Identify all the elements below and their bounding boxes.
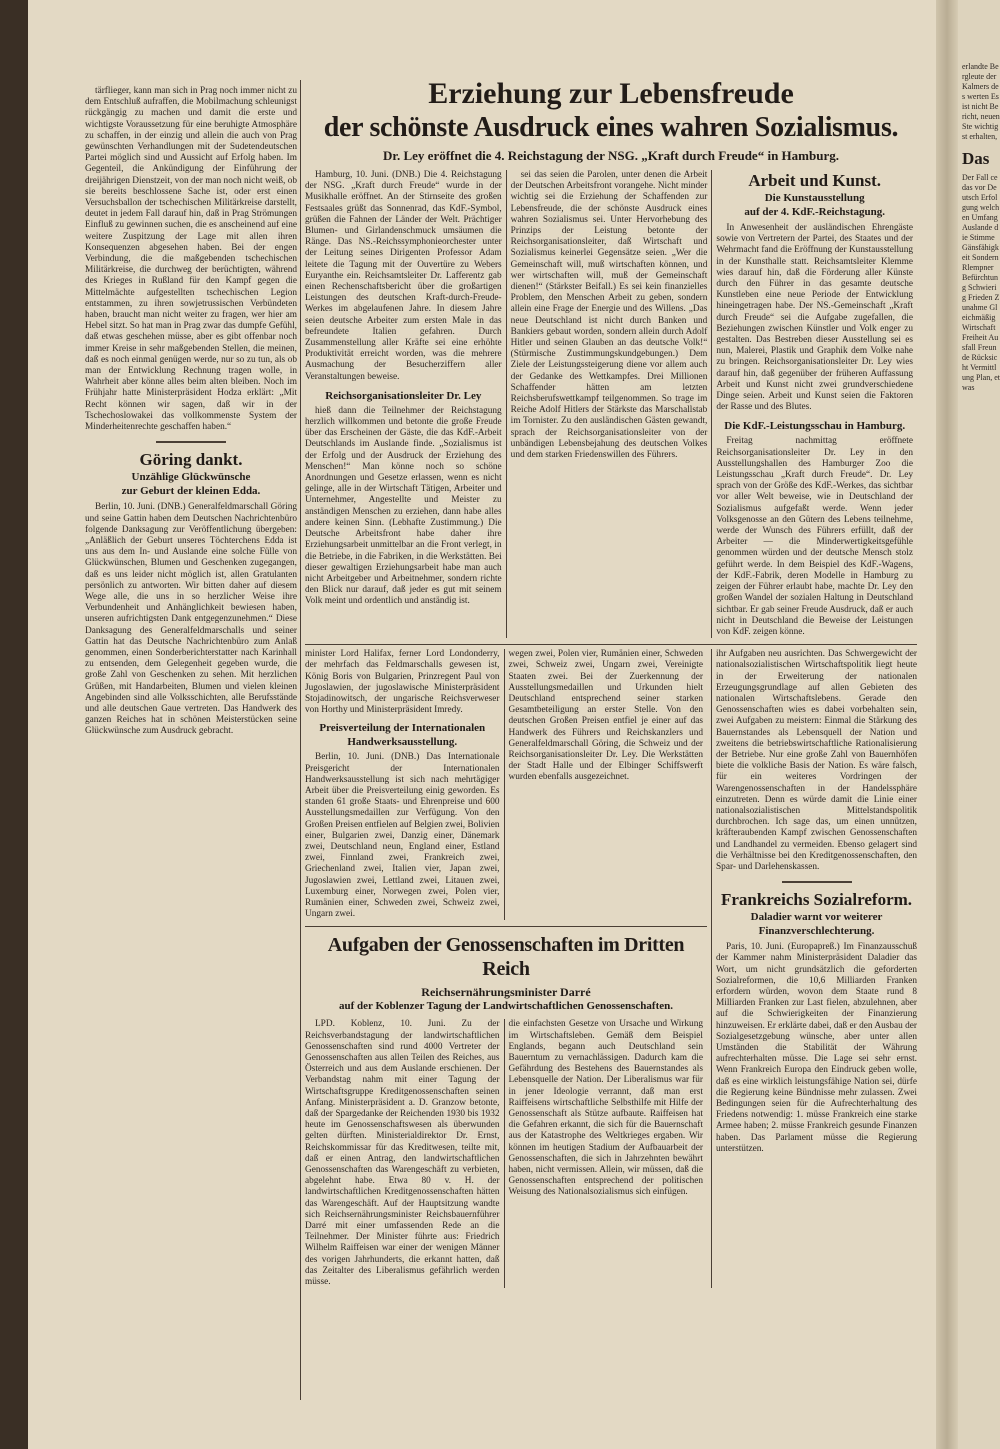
genossenschaft-article-continued: [716, 649, 917, 873]
article-text: ihr Aufgaben neu ausrichten. Das Schwergewicht der nationalsozialistischen Wirtschaftspolitik liegt heute in der Erweiterung der nationalen Erzeugungsgrundlage auf allen Gebieten des nationalen Wirtschaftslebens. Gerade den Genossenschaften wies es dabei vorbehalten sein, zwei Aufgaben zu meistern: Einmal die Stärkung des Bauernstandes als Lebensquell der Nation und zweitens die betriebswirtschaftliche Rationalisierung der Betriebe. Nur eine große Zahl von Bauernhöfen biete die volkliche Basis der Nation. Es wäre falsch, für ein weiteres Vordringen der Warengenossenschaften in der Handelssphäre einzutreten. Denn es würde damit die Linie einer nationalsozialistischen Mittelstandspolitik durchbrochen. Ich sage das, um einen unnützen, kräfteraubenden Kampf zwischen Genossenschaften und Landhandel zu vermeiden. Ebenso gelagert sind die Verhältnisse bei den Kreditgenossenschaften, den Spar- und Darlehenskassen.: [716, 649, 917, 872]
book-gutter: [936, 0, 958, 1449]
darre-article-left: [305, 1019, 500, 1288]
halifax-article: [305, 649, 500, 716]
darre-column-right: [504, 1019, 708, 1288]
goering-subtitle: Unzählige Glückwünsche: [131, 471, 251, 484]
article-text: wegen zwei, Polen vier, Rumänien einer, Schweden zwei, Schweiz zwei, Ungarn zwei, Vereinigte Staaten zwei. Bei der Zuerkennung der Ausstellungsmedaillen und Urkunden hielt Deutschland entsprechend seiner starken Gesamtbeteiligung an erster Stelle. Von den deutschen Großen Preisen entfiel je einer auf das Handwerk des Führers und Reichskanzlers und Generalfeldmarschall Göring, die Schweiz und der Reichsorganisationsleiter Dr. Ley. Die Werkstätten der Stadt Halle und der Elbinger Schiffswerft wurden ebenfalls ausgezeichnet.: [508, 649, 703, 783]
column-rule: [300, 80, 301, 1400]
next-page-edge: [958, 0, 1000, 1449]
handwerk-heading: Preisverteilung der Internationalen: [319, 722, 486, 735]
column-2-lower: [305, 649, 504, 920]
column-3-upper: [506, 170, 712, 638]
darre-article-right: [509, 1019, 704, 1198]
darre-subtitle: auf der Koblenzer Tagung der Landwirtschaftlichen Genossenschaften.: [338, 1000, 673, 1013]
article-text: Berlin, 10. Juni. (DNB.) Das Internationale Preisgericht der Internationalen Handwerksausstellung ist sich nach mehrtägiger Arbeit über die Preisverteilung einig geworden. Es standen 61 große Staats- und Ehrenpreise und 600 Ausstellungsmedaillen zur Verfügung. Von den Großen Preisen entfielen auf Belgien zwei, Bolivien einer, Bulgarien zwei, Danzig einer, Dänemark zwei, Deutschland neun, England einer, Estland zwei, Finnland zwei, Frankreich zwei, Griechenland zwei, Italien vier, Japan zwei, Jugoslawien zwei, Lettland zwei, Litauen zwei, Luxemburg einer, Norwegen zwei, Polen vier, Rumänien einer, Schweden zwei, Schweiz zwei, Ungarn zwei.: [305, 752, 500, 920]
handwerk-heading: Handwerksausstellung.: [347, 736, 458, 749]
headline-subline: Dr. Ley eröffnet die 4. Reichstagung der NSG. „Kraft durch Freude“ in Hamburg.: [383, 148, 839, 163]
column-4-lower: [711, 649, 917, 1288]
darre-subtitle: Reichsernährungsminister Darré: [421, 985, 591, 1000]
article-text: sei das seien die Parolen, unter denen die Arbeit der Deutschen Arbeitsfront vorangehe. Nicht minder wichtig sei die Erziehung der Schaffenden zur Lebensfreude, die der schönste Ausdruck eines wahren Sozialismus sei. Unter Hervorhebung des Prinzips der Leistung betonte der Reichsorganisationsleiter, daß Wirtschaft und Sozialismus keinerlei Gegensätze seien. „Wer die Gemeinschaft will, muß wirtschaften können, und wer wirtschaften will, muß der Gemeinschaft dienen!“ (Stärkster Beifall.) Es sei kein finanzielles Problem, den Menschen Arbeit zu geben, sondern allein eine Frage der Energie und des Willens. „Das neue Deutschland ist nicht durch Banken und Bankiers gebaut worden, sondern allein durch Adolf Hitler und seinen Glauben an das deutsche Volk!“ (Stürmische Zustimmungskundgebungen.) Dem Ziele der Leistungssteigerung diene vor allem auch der Gedanke des Wettkampfes. Drei Millionen Schaffender hätten am letzten Reichsberufswettkampf teilgenommen. So trage im Reiche Adolf Hitlers der Stärkste das Marschallstab im Tornister. Zu den ausländischen Gästen gewandt, sprach der Reichsorganisationsleiter von der unbändigen Lebensbejahung des deutschen Volkes und dem starken Friedenswillen des Führers.: [510, 170, 708, 461]
handwerk-article: [305, 752, 500, 920]
goering-article: [85, 502, 297, 737]
kunst-subtitle: auf der 4. KdF.-Reichstagung.: [744, 206, 885, 218]
column-4-upper: [711, 170, 917, 638]
frankreich-subtitle: Daladier warnt vor weiterer Finanzverschlechterung.: [750, 911, 883, 938]
columns-2-4: [305, 76, 917, 1288]
ley-article-continued: [511, 170, 708, 461]
darre-row: [305, 1019, 707, 1288]
section-rule: [782, 881, 852, 883]
section-rule: [156, 441, 226, 443]
kdf-schau-article: [716, 436, 913, 638]
article-text: minister Lord Halifax, ferner Lord Londonderry, der mehrfach das Feldmarschalls gewesen ist, König Boris von Bulgarien, Prinzregent Paul von Jugoslawien, der jugoslawische Ministerpräsident Stojadinowitsch, der ungarische Reichsverweser von Horthy und Ministerpräsident Imredy.: [305, 649, 500, 716]
next-page-heading: Das: [962, 149, 990, 168]
goering-subtitle: zur Geburt der kleinen Edda.: [121, 485, 261, 498]
darre-headline: Aufgaben der Genossenschaften im Dritten Reich: [327, 934, 685, 981]
column-1: [85, 86, 297, 738]
upper-articles: [305, 170, 917, 645]
frankreich-article: [716, 942, 917, 1155]
ley-section-heading: Reichsorganisationsleiter Dr. Ley: [325, 389, 482, 402]
lower-articles: [305, 649, 917, 1288]
columns-2-3-lower: [305, 649, 711, 1288]
article-text: die einfachsten Gesetze von Ursache und Wirkung im Wirtschaftsleben. Gemäß dem Beispiel Englands, begann auch Deutschland sein Bauerntum zu vernachlässigen. Dadurch kam die Gefährdung des Bestehens des Bauernstandes als Lebensquelle der Nation. Der Liberalismus war für in jener Ideologie verrannt, daß man erst Raiffeisens wirtschaftliche Selbsthilfe mit Hilfe der Genossenschaft als Stütze aufbaute. Raiffeisen hat die Gefahren erkannt, die sich für die Bauernschaft aus der Katastrophe des Weltkrieges ergaben. Wir können im heutigen Stadium der Aufbauarbeit der Genossenschaften, die sich in Jahrzehnten bewährt haben, nicht vermissen. Allein, wir müssen, daß die Genossenschaften entsprechend der politischen Weisung des Nationalsozialismus sich einfügen.: [508, 1019, 703, 1198]
goering-headline: Göring dankt.: [139, 450, 243, 470]
darre-header: [305, 926, 707, 1019]
column-3-lower: [504, 649, 708, 920]
article-text: Freitag nachmittag eröffnete Reichsorganisationsleiter Dr. Ley in den Ausstellungshallen des Hamburger Zoo die Leistungsschau „Kraft durch Freude“. Dr. Ley sprach von der Größe des KdF.-Werkes, das sichtbar vor aller Welt beweise, wie in Deutschland der Sozialismus aufgefaßt werde. Wenn jeder Volksgenosse an den Gütern des Lebens teilnehme, werde der Wunsch des Führers erfüllt, daß der Arbeiter — die Minderwertigkeitsgefühle genommen würden und der deutsche Mensch stolz geführt werde. In dem Beispiel des KdF.-Wagens, der KdF.-Fabrik, deren Modelle in Hamburg zu zeigen der Führer erlaubt habe, machte Dr. Ley den großen Wandel der sozialen Haltung in Deutschland sichtbar. Er gab seiner Freude Ausdruck, daß er auch nicht in Deutschland die Beweise der Leistungen von KdF. zeigen könne.: [716, 436, 914, 637]
column-2-upper: [305, 170, 506, 638]
kdf-schau-heading: Die KdF.-Leistungsschau in Hamburg.: [724, 420, 906, 433]
next-page-text-2: Der Fall ce das vor Deutsch Erfolgung welchen Umfang Auslande die Stimme Gänsfähigkeit Sondern Rlempner Befürchtung Schwierig Frieden Zunahme Gleichmäßig Wirtschaft Freiheit Ausfall Freunde Rücksicht Vermittlung Plan, etwas: [962, 173, 1000, 392]
article-body: [85, 86, 297, 433]
headline-line-2: der schönste Ausdruck eines wahren Sozialismus.: [323, 112, 899, 143]
article-text: hieß dann die Teilnehmer der Reichstagung herzlich willkommen und betonte die große Freude über das Erscheinen der Gäste, die das KdF.-Arbeit Deutschlands im Auslande finde. „Sozialismus ist der Erfolg und der Ausdruck der Erziehung des Menschen!“ Man könne noch so schöne Anordnungen und Gesetze erlassen, wenn es nicht gelinge, alle in der Wirtschaft Tätigen, Arbeiter und Unternehmer, Angestellte und Meister zu anständigen Menschen zu erziehen, dann habe alles andere keinen Sinn. (Lebhafte Zustimmung.) Die Deutsche Arbeitsfront habe daher ihre Erziehungsarbeit unmittelbar an die Front verlegt, in die Betriebe, in die Fabriken, in die Werkstätten. Bei dieser gewaltigen Erziehungsarbeit habe man auch nicht Arbeitgeber und Arbeitnehmer, sondern richte den Blick nur darauf, daß jeder es gut mit seinem Volk meint und ordentlich und anständig ist.: [305, 405, 502, 607]
ley-section-article: [305, 406, 502, 608]
article-text: Berlin, 10. Juni. (DNB.) Generalfeldmarschall Göring und seine Gattin haben dem Deutschen Nachrichtenbüro folgende Danksagung zur Veröffentlichung übergeben: „Anläßlich der Geburt unseres Töchterchens Edda ist uns aus dem In- und Auslande eine solche Fülle von Glückwünschen, Blumen und Geschenken zugegangen, daß es uns leider nicht möglich ist, allen Gratulanten persönlich zu antworten. Wir bitten daher auf diesem Wege alle, die uns in so herzlicher Weise ihre Verbundenheit und Anhänglichkeit bewiesen haben, unseren aufrichtigsten Dank entgegenzunehmen.“ Diese Danksagung des Generalfeldmarschalls und seiner Gattin hat das Deutsche Nachrichtenbüro zum Anlaß genommen, einen Sonderberichterstatter nach Karinhall zu entsenden, dem Gelegenheit gegeben wurde, die große Zahl von Geschenken zu sehen. Mit herzlichen Grüßen, mit Handarbeiten, Blumen und vielen kleinen Angebinden sind alle Volksschichten, alle Berufsstände und alle deutschen Gaue vertreten. Das Handwerk des ganzen Reiches hat in schönen Meisterstücken seine Glückwünsche zum Ausdruck gebracht.: [85, 502, 297, 737]
article-text: In Anwesenheit der ausländischen Ehrengäste sowie von Vertretern der Partei, des Staates und der Wehrmacht fand die Eröffnung der Kunstausstellung in der Kunsthalle statt. Reichsamtsleiter Klemme wies darauf hin, daß die Förderung aller Künste durch den Führer in das gesamte deutsche Kunstleben eine neue Periode der Entwicklung hineingetragen habe. Der NS.-Gemeinschaft „Kraft durch Freude“ sei die Aufgabe zugefallen, die Beziehungen zwischen Künstler und Volk enger zu gestalten. Das Bestreben dieser Ausstellung sei es nun, Malerei, Plastik und Graphik dem Volke nahe zu bringen. Reichsorganisationsleiter Dr. Ley wies darauf hin, daß gegenüber der früheren Auffassung Arbeit und Kunst nicht zwei grundverschiedene Dinge seien. Arbeit und Kunst seien die Faktoren der Rasse und des Blutes.: [716, 223, 914, 413]
handwerk-article-continued: [509, 649, 704, 783]
article-text: Hamburg, 10. Juni. (DNB.) Die 4. Reichstagung der NSG. „Kraft durch Freude“ wurde in der Musikhalle eröffnet. An der Stirnseite des großen Festsaales grüßt das Sonnenrad, das KdF.-Symbol, grüßen die Fahnen der Länder der Welt. Prächtiger Blumen- und Girlandenschmuck umsäumen die Ränge. Das NS.-Reichssymphonieorchester unter der Leitung seines Dirigenten Professor Adam leitete die Tagung mit der Ouvertüre zu Webers Euryanthe ein. Reichsamtsleiter Dr. Lafferentz gab einen Rechenschaftsbericht über die großartigen Leistungen des deutschen Kraft-durch-Freude-Werkes im abgelaufenen Jahre. In diesem Jahre seien deutsche Arbeiter zum ersten Male in das befreundete Italien gefahren. Durch Zusammenstellung aller Kräfte sei eine erhöhte Produktivität erreicht worden, was die mehrere Ausmachung der Besucherziffern aller Veranstaltungen beweise.: [305, 170, 502, 382]
headline-line-1: Erziehung zur Lebensfreude: [428, 77, 794, 110]
article-text: Paris, 10. Juni. (Europapreß.) Im Finanzausschuß der Kammer nahm Ministerpräsident Daladier das Wort, um nicht grundsätzlich die geforderten Sozialreformen, die 10,6 Milliarden Franken erfordern würden, wovon dem Staate rund 8 Milliarden Franken zur Last fielen, abzulehnen, aber auf die Schwierigkeiten der Finanzierung hinzuweisen. Er erklärte dabei, daß er den Ausbau der Sozialgesetzgebung wünsche, aber unter allen Umständen die Stabilität der Währung aufrechterhalten müsse. Die Lage sei sehr ernst. Wenn Frankreich Europa den Eindruck geben wolle, daß es eine wirklich leistungsfähige Nation sei, dürfe die Regierung keine Bündnisse mehr zulassen. Zwei Bedingungen seien für die Aufrechterhaltung des Friedens notwendig: 1. müsse Frankreich eine starke Armee haben; 2. müsse Frankreich gesunde Finanzen haben. Das Parlament müsse die Regierung unterstützen.: [716, 942, 917, 1154]
article-text: tärflieger, kann man sich in Prag noch immer nicht zu dem Entschluß aufraffen, die Mobilmachung schleunigst rückgängig zu machen und damit die erste und wichtigste Voraussetzung für eine beruhigte Atmosphäre zu schaffen, in der einzig und allein die auch von Prag gewünschten Verhandlungen mit der Sudetendeutschen Partei möglich sind und Aussicht auf Erfolg haben. Im Gegenteil, die Ankündigung der Einführung der dreijährigen Dienstzeit, von der man noch nicht weiß, ob sie bereits beschlossene Sache ist, oder erst einen Versuchsballon der tschechischen Militärkreise darstellt, deutet in jedem Fall darauf hin, daß in Prag Strömungen Einfluß zu gewinnen suchen, die es anscheinend auf eine weitere Zuspitzung der Lage mit allen ihren Konsequenzen abgesehen haben. Bei der engen Verbindung, die die maßgebenden tschechischen Militärkreise, die durchweg der berüchtigten, während des Krieges in Rußland für den Kampf gegen die Mittelmächte aufgestellten tschechischen Legion entstammen, zu ihren sowjetrussischen Verbündeten haben, braucht man nicht weiter zu fragen, wer hier am Hebel sitzt. So hat man in Prag zwar das dumpfe Gefühl, daß etwas geschehen müsse, aber es gibt offenbar noch immer Kreise in sehr maßgebenden Stellen, die meinen, daß es noch einmal genügen werde, nur so zu tun, als ob man der Entwicklung Rechnung tragen wolle, in Wahrheit aber könne alles beim alten bleiben. Noch im Frühjahr hatte Ministerpräsident Hodza erklärt: „Mit Recht können wir sagen, daß wir in der Tschechoslowakei das vollkommenste System der Minderheitenrechte geschaffen haben.“: [85, 86, 297, 433]
darre-column-left: [305, 1019, 504, 1288]
article-text: LPD. Koblenz, 10. Juni. Zu der Reichsverbandstagung der landwirtschaftlichen Genossenschaften sind rund 4000 Vertreter der Genossenschaften aus allen Teilen des Reiches, aus Österreich und aus dem Auslande erschienen. Der Verbandstag nahm mit einer Tagung der Wirtschaftsgruppe Kreditgenossenschaften seinen Anfang. Ministerpräsident a. D. Granzow betonte, daß der Spargedanke der Reichenden 1930 bis 1932 heute im Genossenschaftswesen als überwunden gelten dürften. Ministerialdirektor Dr. Ernst, Reichskommissar für das Kreditwesen, teilte mit, daß er einen Antrag, den landwirtschaftlichen Genossenschaften das Warengeschäft zu verbieten, abgelehnt habe. Etwa 80 v. H. der landwirtschaftlichen Kreditgenossenschaften hätten das Warengeschäft. Auf der Hauptsitzung wandte sich Reichsernährungsminister Reichsbauernführer Darré mit einer umfassenden Rede an die Teilnehmer. Der Minister führte aus: Friedrich Wilhelm Raiffeisen war einer der wenigen Männer des vorigen Jahrhunderts, die erkannt hatten, daß das Zeitalter des Liberalismus gefährlich werden müsse.: [305, 1019, 500, 1288]
handwerk-row: [305, 649, 707, 920]
next-page-text: erlandte Bergleute der Kalmers des werten Es ist nicht Bericht, neuen Ste wichtigst erhalten,: [962, 62, 1000, 141]
kunst-article: [716, 223, 913, 413]
kunst-headline: Arbeit und Kunst.: [748, 171, 882, 190]
kunst-subtitle: Die Kunstausstellung: [764, 192, 865, 204]
frankreich-headline: Frankreichs Sozialreform.: [720, 890, 913, 910]
ley-article: [305, 170, 502, 383]
